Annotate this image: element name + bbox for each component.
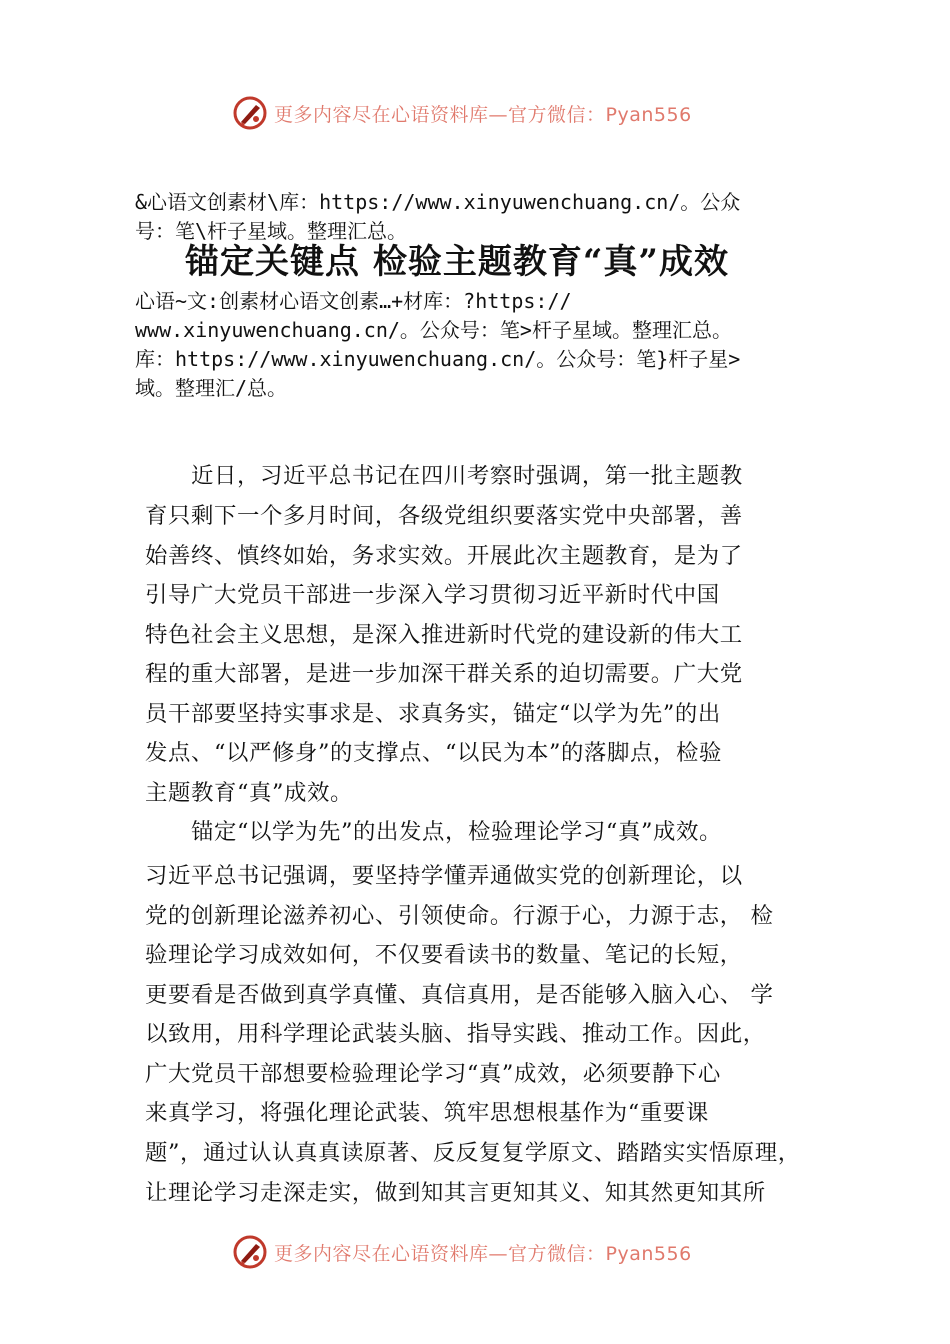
body-line: 始善终、慎终如始，务求实效。开展此次主题教育，是为了: [145, 543, 743, 569]
wechat-id: Pyan556: [605, 103, 692, 126]
body-line: 广大党员干部想要检验理论学习“真”成效，必须要静下心: [145, 1061, 721, 1087]
body-line: 党的创新理论滋养初心、引领使命。行源于心，力源于志， 检: [145, 903, 774, 929]
body-line: 锚定“以学为先”的出发点，检验理论学习“真”成效。: [145, 819, 722, 845]
watermark-line: 域。整理汇/总。: [135, 376, 288, 400]
body-line: 习近平总书记强调，要坚持学懂弄通做实党的创新理论，以: [145, 863, 743, 889]
watermark-line: 心语~文:创素材心语文创素…+材库：?https://: [135, 289, 572, 313]
pen-logo-icon: [232, 95, 268, 131]
body-line: 育只剩下一个多月时间，各级党组织要落实党中央部署，善: [145, 503, 743, 529]
body-line: 来真学习，将强化理论武装、筑牢思想根基作为“重要课: [145, 1100, 709, 1126]
footer-banner: [0, 1232, 950, 1272]
body-line: 发点、“以严修身”的支撑点、“以民为本”的落脚点，检验: [145, 740, 722, 766]
watermark-line: 库：https://www.xinyuwenchuang.cn/。公众号：笔}杆子星>: [135, 347, 741, 371]
body-line: 员干部要坚持实事求是、求真务实，锚定“以学为先”的出: [145, 701, 721, 727]
body-line: 特色社会主义思想，是深入推进新时代党的建设新的伟大工: [145, 622, 743, 648]
watermark-line: &心语文创素材\库：https://www.xinyuwenchuang.cn/。公众: [135, 190, 741, 214]
banner-text: 更多内容尽在心语资料库—官方微信：Pyan556: [274, 103, 692, 126]
body-line: 以致用，用科学理论武装头脑、指导实践、推动工作。因此，: [145, 1021, 766, 1047]
watermark-mid: [135, 287, 835, 403]
watermark-top: [135, 188, 835, 246]
body-line: 让理论学习走深走实，做到知其言更知其义、知其然更知其所: [145, 1180, 766, 1206]
watermark-line: 号：笔\杆子星域。整理汇总。: [135, 219, 408, 243]
body-line: 题”，通过认认真真读原著、反反复复学原文、踏踏实实悟原理，: [145, 1140, 801, 1166]
wechat-id: Pyan556: [605, 1242, 692, 1265]
body-line: 验理论学习成效如何，不仅要看读书的数量、笔记的长短，: [145, 942, 743, 968]
header-banner: [0, 93, 950, 133]
watermark-line: www.xinyuwenchuang.cn/。公众号：笔>杆子星域。整理汇总。: [135, 318, 732, 342]
document-title: 锚定关键点 检验主题教育“真”成效: [185, 242, 729, 282]
banner-text: 更多内容尽在心语资料库—官方微信：Pyan556: [274, 1242, 692, 1265]
body-line: 更要看是否做到真学真懂、真信真用，是否能够入脑入心、 学: [145, 982, 774, 1008]
body-line: 引导广大党员干部进一步深入学习贯彻习近平新时代中国: [145, 582, 720, 608]
pen-logo-icon: [232, 1234, 268, 1270]
body-line: 近日，习近平总书记在四川考察时强调，第一批主题教: [145, 463, 743, 489]
body-line: 主题教育“真”成效。: [145, 780, 354, 806]
body-line: 程的重大部署，是进一步加深干群关系的迫切需要。广大党: [145, 661, 743, 687]
